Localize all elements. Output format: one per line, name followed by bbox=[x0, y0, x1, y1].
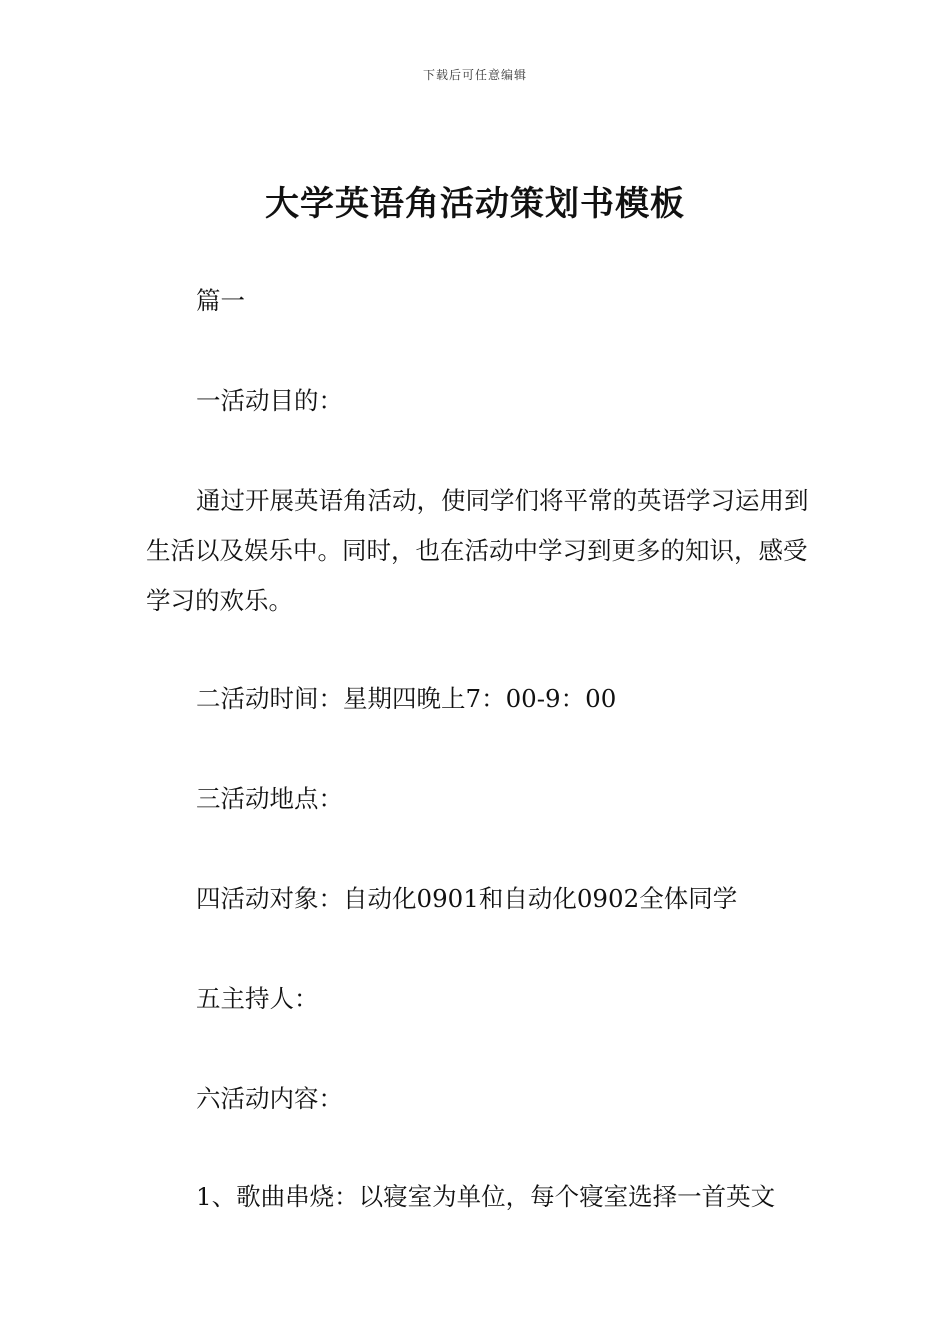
document-title: 大学英语角活动策划书模板 bbox=[265, 184, 685, 224]
page-header-note: 下载后可任意编辑 bbox=[422, 68, 527, 82]
section-label: 篇一 bbox=[196, 286, 245, 315]
target-line: 四活动对象：自动化0901和自动化0902全体同学 bbox=[196, 884, 738, 913]
goal-heading: 一活动目的： bbox=[196, 386, 343, 415]
content-item-1: 1、歌曲串烧：以寝室为单位，每个寝室选择一首英文 bbox=[196, 1182, 776, 1211]
goal-paragraph: 通过开展英语角活动，使同学们将平常的英语学习运用到生活以及娱乐中。同时，也在活动中学习到更多的知识，感受学习的欢乐。 bbox=[146, 486, 809, 615]
time-line: 二活动时间：星期四晚上7：00-9：00 bbox=[196, 684, 617, 713]
place-line: 三活动地点： bbox=[196, 784, 343, 813]
content-heading: 六活动内容： bbox=[196, 1084, 343, 1113]
host-line: 五主持人： bbox=[196, 984, 319, 1013]
